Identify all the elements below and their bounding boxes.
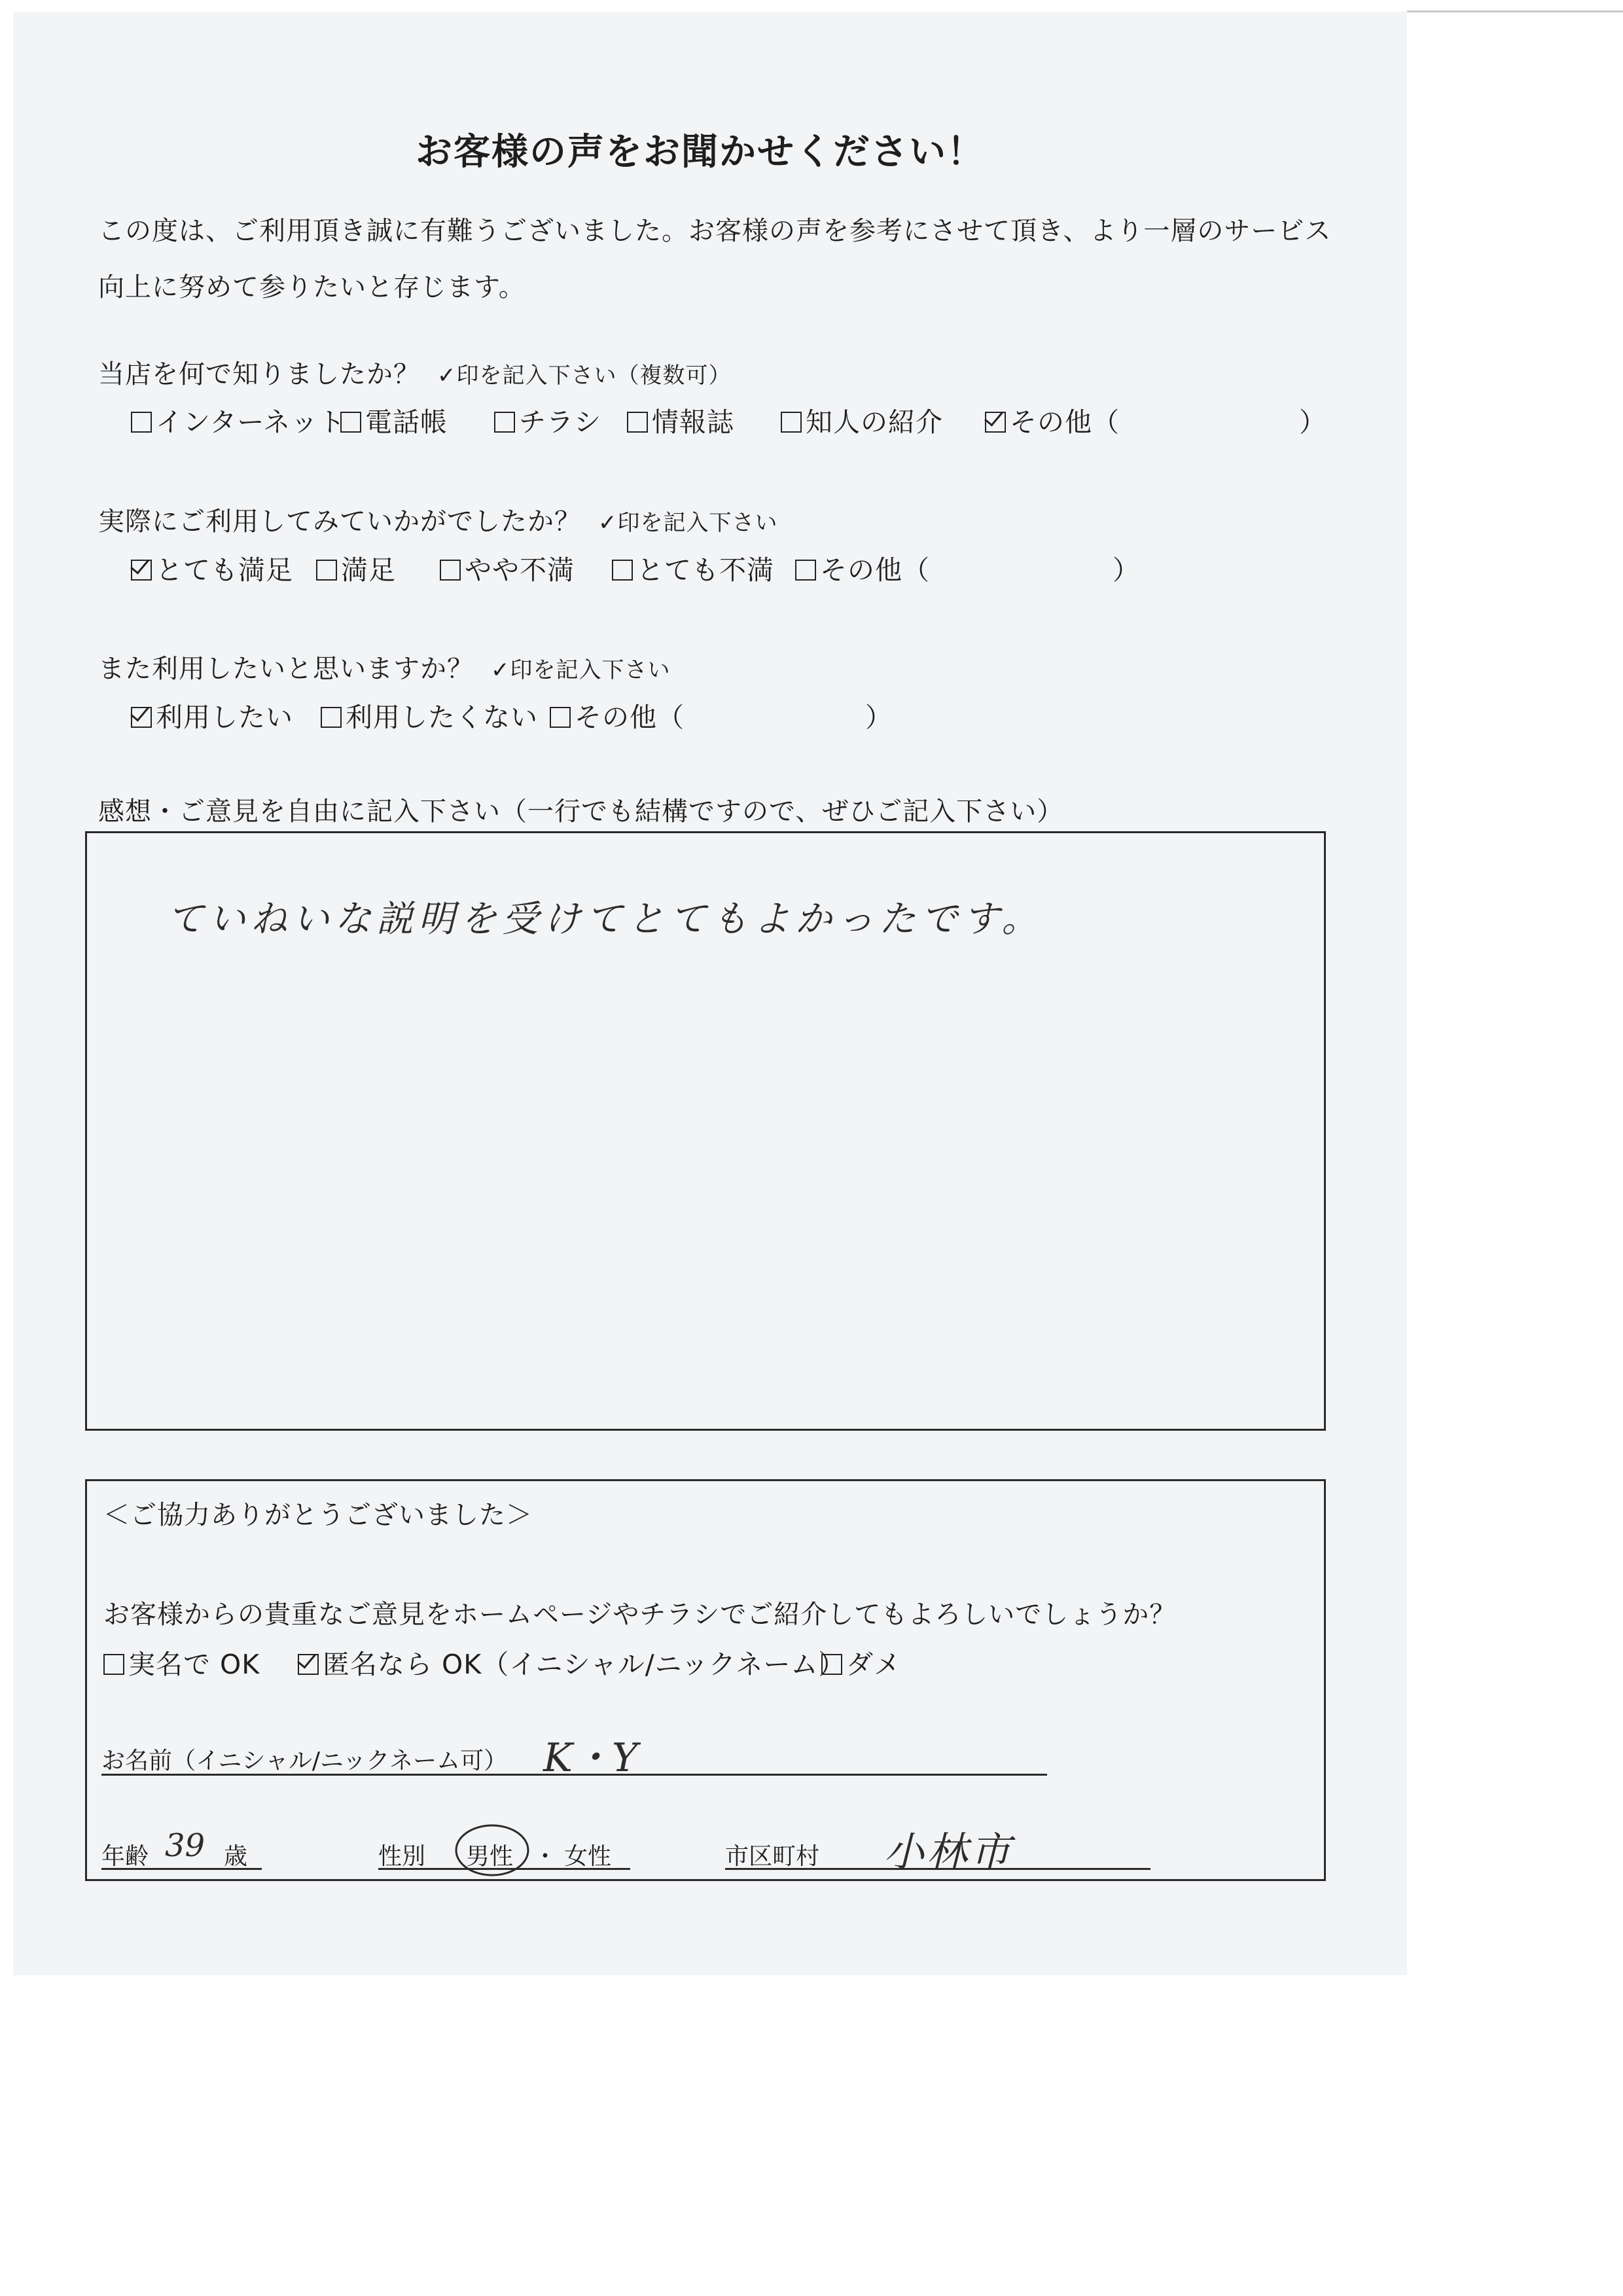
age-label: 年齢: [101, 1843, 149, 1870]
permission-option-real-name[interactable]: [103, 1643, 260, 1681]
permission-option-anonymous[interactable]: [298, 1643, 846, 1681]
q3-option-label: その他（: [575, 702, 685, 733]
q1-other-close-paren: ）: [1299, 406, 1327, 438]
page-title: お客様の声をお聞かせください！: [416, 131, 985, 173]
q3-other-close-paren: ）: [865, 702, 893, 733]
q2-option-label: とても満足: [156, 554, 293, 586]
q1-option-magazine[interactable]: [627, 401, 734, 439]
q3-question: [98, 648, 671, 685]
age-handwritten[interactable]: 39: [165, 1827, 205, 1864]
q3-hint: ✓印を記入下さい: [491, 657, 671, 683]
q1-option-label: 電話帳: [365, 406, 448, 438]
checkbox-checked-icon[interactable]: [298, 1654, 319, 1675]
q2-option-somewhat-dissatisfied[interactable]: [440, 548, 575, 587]
q1-option-label: その他（: [1010, 406, 1120, 438]
q2-question-text: 実際にご利用してみていかがでしたか？: [98, 507, 581, 537]
checkbox-checked-icon[interactable]: [131, 560, 152, 581]
q2-option-very-dissatisfied[interactable]: [612, 548, 774, 587]
permission-option-no[interactable]: [821, 1643, 901, 1681]
gender-label: 性別: [378, 1843, 426, 1870]
q3-option-other[interactable]: [550, 696, 685, 734]
gender-male[interactable]: 男性: [466, 1843, 514, 1870]
q2-option-label: 満足: [341, 554, 396, 586]
gender-circle-mark: [452, 1821, 537, 1880]
q1-option-phonebook[interactable]: [340, 401, 448, 439]
checkbox-checked-icon[interactable]: [131, 707, 152, 728]
q3-question-text: また利用したいと思いますか？: [98, 654, 474, 684]
gender-separator: ・: [533, 1843, 558, 1870]
checkbox-icon[interactable]: [627, 412, 648, 433]
thanks-heading: ＜ご協力ありがとうございました＞: [103, 1500, 533, 1530]
name-label: お名前（イニシャル/ニックネーム可）: [101, 1748, 508, 1774]
q2-option-very-satisfied[interactable]: [131, 548, 293, 587]
checkbox-icon[interactable]: [612, 560, 633, 581]
q3-option-label: 利用したい: [156, 702, 293, 733]
checkbox-icon[interactable]: [494, 412, 515, 433]
comments-handwritten: ていねいな説明を受けてとてもよかったです。: [167, 898, 1044, 941]
permission-option-label: ダメ: [846, 1649, 901, 1680]
intro-text: この度は、ご利用頂き誠に有難うございました。お客様の声を参考にさせて頂き、より一層のサービス向上に努めて参りたいと存じます。: [98, 216, 1332, 302]
q1-option-referral[interactable]: [781, 401, 943, 439]
q1-hint: ✓印を記入下さい（複数可）: [437, 363, 732, 389]
checkbox-checked-icon[interactable]: [985, 412, 1006, 433]
name-handwritten[interactable]: K・Y: [543, 1735, 638, 1781]
checkbox-icon[interactable]: [340, 412, 361, 433]
q3-option-will-use[interactable]: [131, 696, 293, 734]
q2-question: [98, 501, 778, 538]
checkbox-icon[interactable]: [781, 412, 802, 433]
permission-option-label: 実名で OK: [128, 1649, 260, 1680]
q1-option-label: 知人の紹介: [806, 406, 943, 438]
checkbox-icon[interactable]: [131, 412, 152, 433]
city-label: 市区町村: [725, 1843, 820, 1870]
q1-question: [98, 353, 732, 391]
q2-option-label: その他（: [820, 554, 930, 586]
checkbox-icon[interactable]: [821, 1654, 842, 1675]
q2-option-other[interactable]: [795, 548, 930, 587]
scan-edge-line: [1407, 10, 1623, 12]
age-underline: [101, 1868, 262, 1870]
city-handwritten[interactable]: 小林市: [883, 1828, 1014, 1876]
checkbox-icon[interactable]: [440, 560, 461, 581]
q1-option-label: チラシ: [519, 406, 601, 438]
gender-female[interactable]: 女性: [564, 1843, 612, 1870]
q2-hint: ✓印を記入下さい: [598, 510, 778, 536]
q3-option-label: 利用したくない: [346, 702, 538, 733]
checkbox-icon[interactable]: [550, 707, 571, 728]
checkbox-icon[interactable]: [316, 560, 337, 581]
q2-option-label: やや不満: [465, 554, 575, 586]
q1-option-flyer[interactable]: [494, 401, 601, 439]
q3-option-will-not-use[interactable]: [321, 696, 538, 734]
permission-option-label: 匿名なら OK（イニシャル/ニックネーム）: [323, 1649, 846, 1680]
age-unit: 歳: [224, 1843, 248, 1870]
q1-option-label: インターネット: [156, 406, 346, 438]
checkbox-icon[interactable]: [321, 707, 342, 728]
q1-option-other[interactable]: [985, 401, 1120, 439]
q2-option-label: とても不満: [637, 554, 774, 586]
checkbox-icon[interactable]: [103, 1654, 124, 1675]
q2-other-close-paren: ）: [1113, 554, 1140, 586]
q1-option-internet[interactable]: [131, 401, 346, 439]
q2-option-satisfied[interactable]: [316, 548, 396, 587]
q1-question-text: 当店を何で知りましたか？: [98, 359, 420, 389]
comments-prompt: 感想・ご意見を自由に記入下さい（一行でも結構ですので、ぜひご記入下さい）: [98, 797, 1064, 827]
permission-question: お客様からの貴重なご意見をホームページやチラシでご紹介してもよろしいでしょうか？: [103, 1600, 1177, 1630]
checkbox-icon[interactable]: [795, 560, 816, 581]
q1-option-label: 情報誌: [652, 406, 734, 438]
